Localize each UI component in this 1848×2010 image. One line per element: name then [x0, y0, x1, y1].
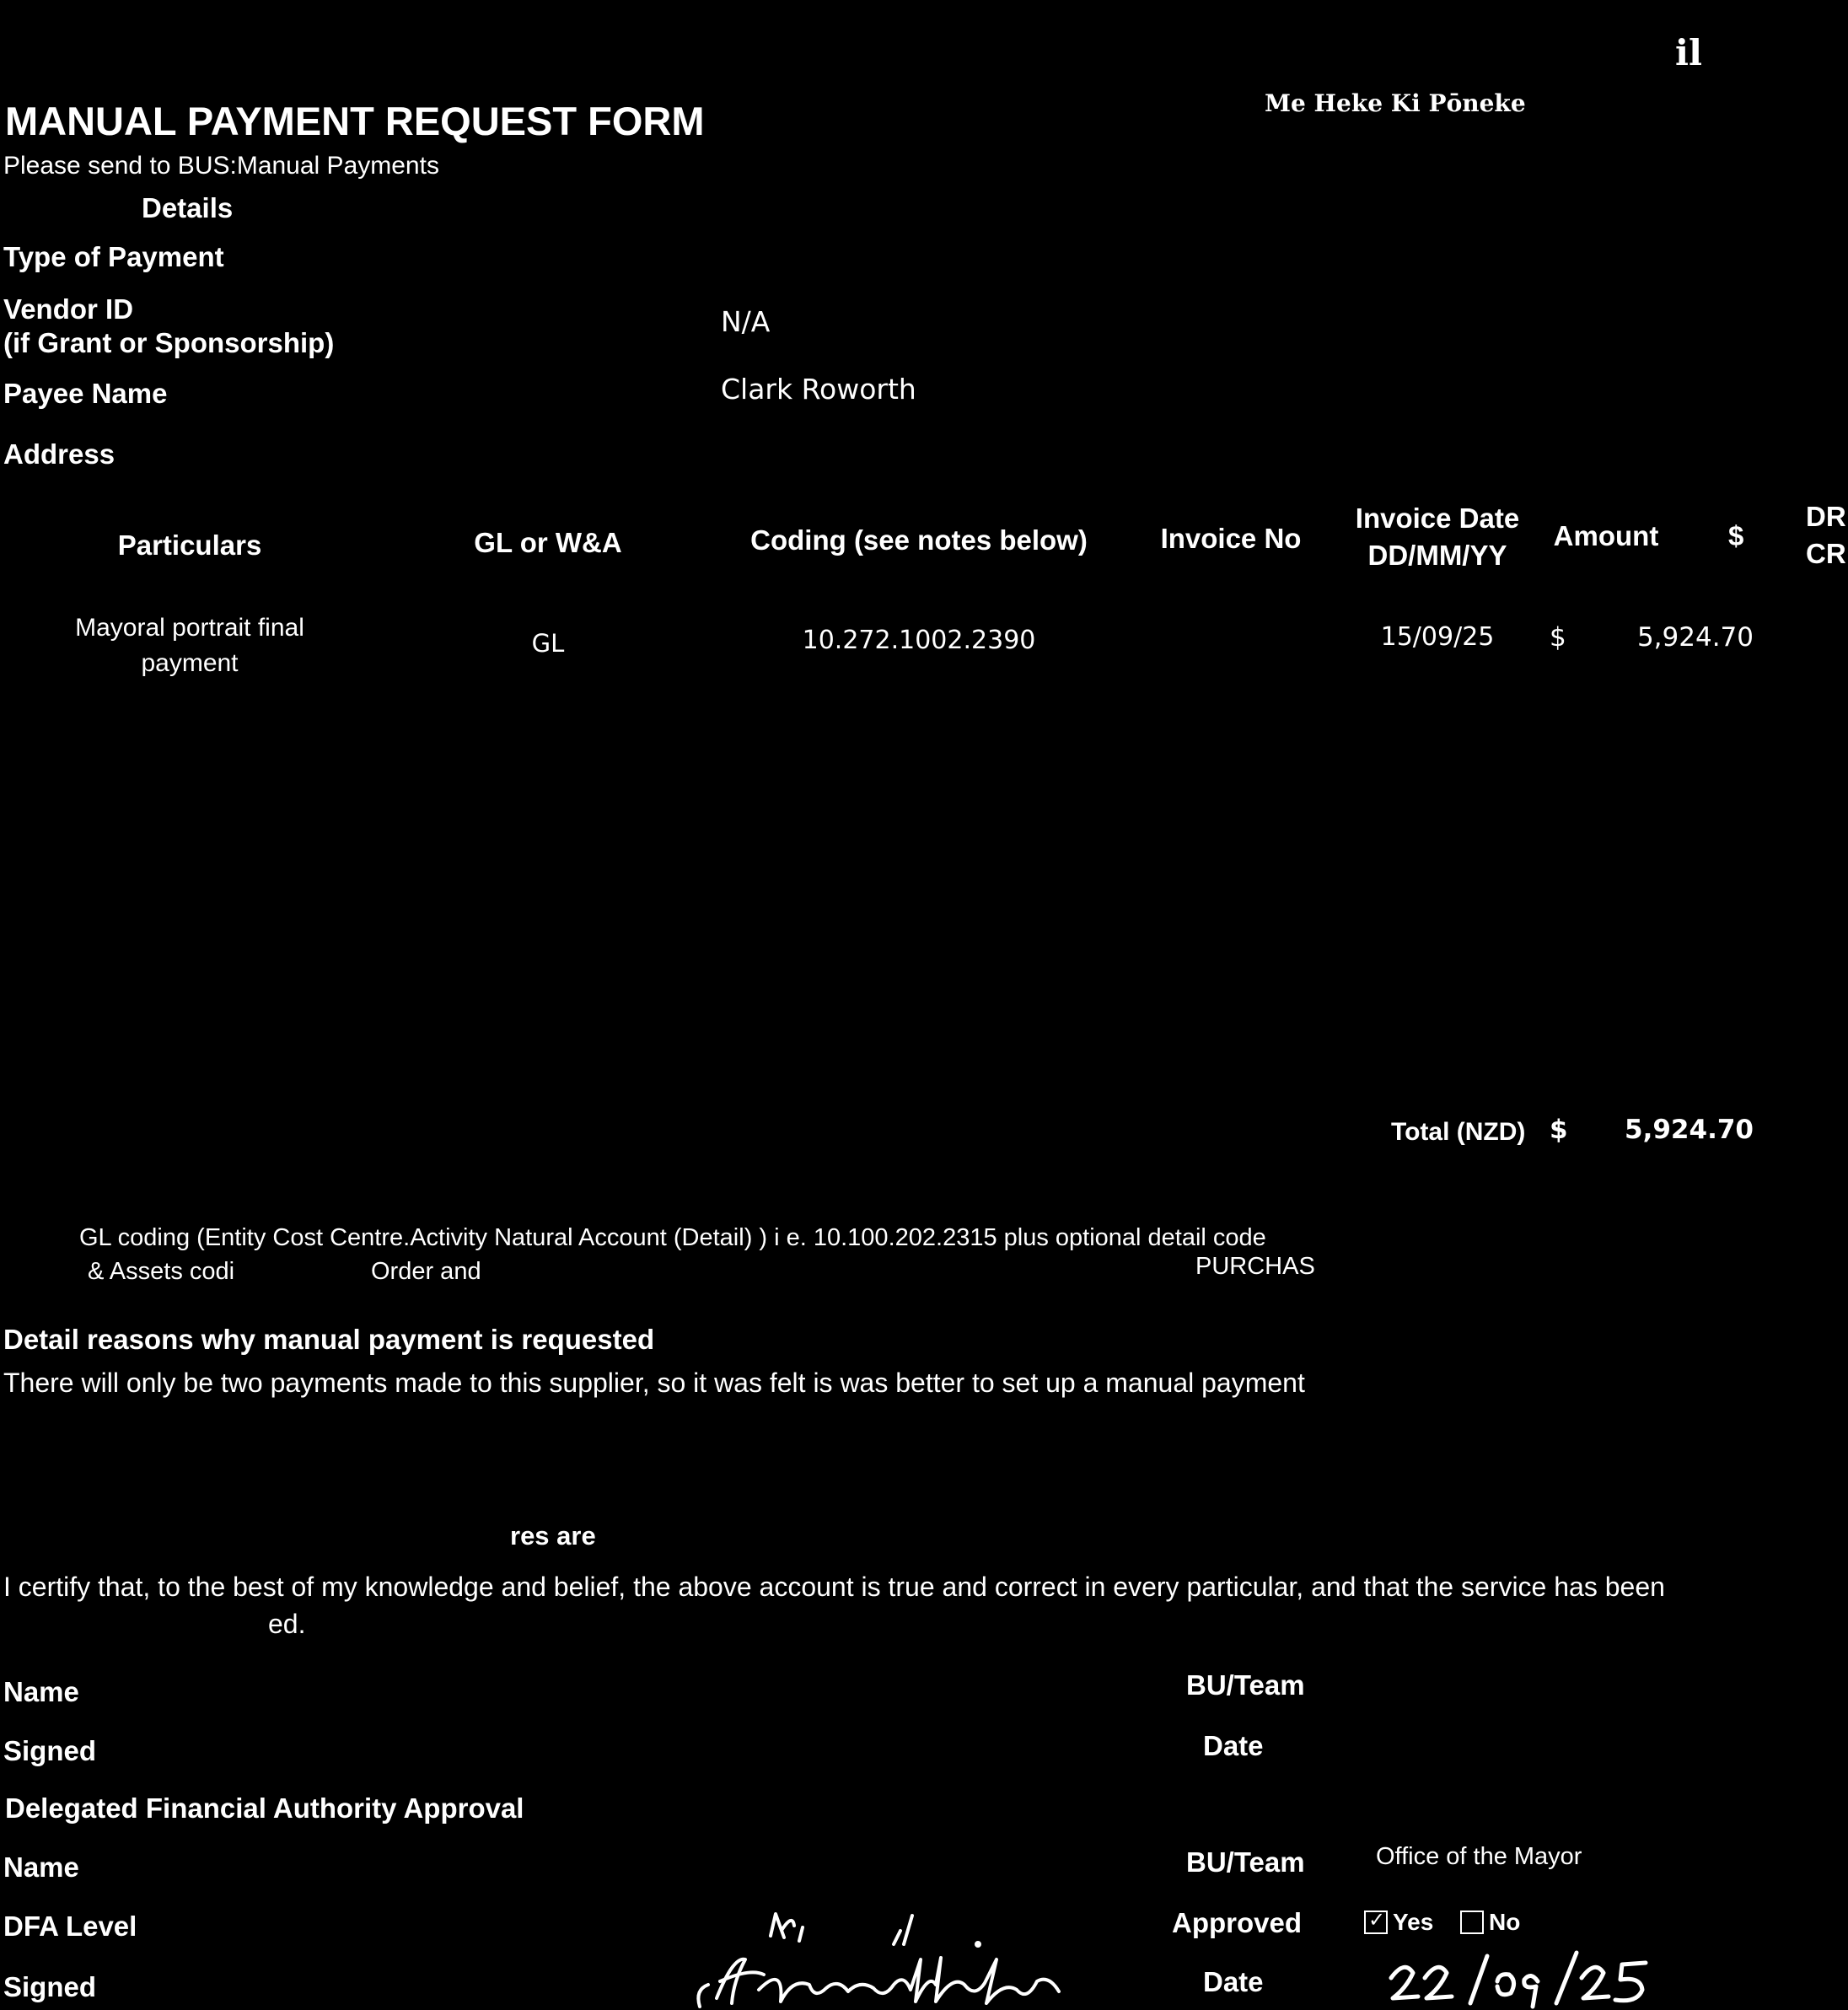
certification-text-cont: ed. — [268, 1609, 306, 1639]
total-value: 5,924.70 — [1625, 1115, 1754, 1145]
row-gl: GL — [531, 629, 565, 658]
vendor-id-sublabel: (if Grant or Sponsorship) — [3, 327, 335, 358]
col-currency: $ — [1728, 520, 1744, 551]
requester-bu-label: BU/Team — [1186, 1669, 1305, 1701]
col-invoice-date: Invoice Date — [1355, 502, 1520, 534]
coding-note-line1: GL coding (Entity Cost Centre.Activity Natural Account (Detail) ) i e. 10.100.202.2315 plus optional detail code — [79, 1224, 1266, 1251]
dfa-name-label: Name — [3, 1851, 79, 1883]
dfa-level-label: DFA Level — [3, 1911, 137, 1942]
row-coding: 10.272.1002.2390 — [802, 626, 1036, 655]
col-amount: Amount — [1553, 520, 1659, 551]
col-gl-or-wa: GL or W&A — [474, 527, 622, 558]
no-checkbox[interactable] — [1460, 1911, 1484, 1934]
coding-note-line2c: PURCHAS — [1195, 1253, 1315, 1280]
dfa-signed-label: Signed — [3, 1971, 97, 2002]
total-currency: $ — [1550, 1115, 1568, 1145]
yes-checkbox[interactable] — [1364, 1911, 1388, 1934]
col-invoice-date-format: DD/MM/YY — [1367, 540, 1507, 571]
vendor-id-label: Vendor ID — [3, 293, 134, 325]
approved-no-option[interactable] — [1460, 1909, 1520, 1936]
handwritten-date — [1388, 1944, 1651, 2010]
col-coding: Coding (see notes below) — [750, 524, 1088, 556]
row-currency: $ — [1550, 622, 1566, 653]
reasons-text: There will only be two payments made to this supplier, so it was felt is was better to set up a manual payment — [3, 1368, 1305, 1398]
row-invoice-date: 15/09/25 — [1380, 622, 1495, 652]
payee-name-value: Clark Roworth — [721, 373, 916, 406]
section-details-heading: Details — [142, 192, 234, 223]
row-amount: 5,924.70 — [1636, 622, 1754, 653]
dfa-heading: Delegated Financial Authority Approval — [5, 1792, 524, 1824]
page-title: MANUAL PAYMENT REQUEST FORM — [5, 99, 705, 143]
type-of-payment-label: Type of Payment — [3, 241, 224, 272]
certification-fragment: res are — [510, 1521, 596, 1550]
total-label: Total (NZD) — [1391, 1118, 1526, 1146]
requester-signed-label: Signed — [3, 1735, 97, 1766]
col-particulars: Particulars — [117, 529, 262, 561]
reasons-label: Detail reasons why manual payment is requested — [3, 1324, 655, 1355]
corner-mark: il — [1675, 32, 1702, 73]
dfa-date-label: Date — [1203, 1966, 1264, 1997]
requester-date-label: Date — [1203, 1730, 1264, 1761]
no-label: No — [1489, 1909, 1521, 1935]
payee-name-label: Payee Name — [3, 378, 168, 409]
coding-note-line2a: & Assets codi — [88, 1258, 235, 1285]
col-cr: CR — [1806, 538, 1846, 569]
approved-yes-option[interactable] — [1364, 1909, 1433, 1936]
org-tagline: Me Heke Ki Pōneke — [1265, 89, 1526, 117]
col-invoice-no: Invoice No — [1160, 523, 1302, 554]
handwritten-signature — [683, 1897, 1104, 2010]
yes-label: Yes — [1393, 1909, 1434, 1935]
page-subtitle: Please send to BUS:Manual Payments — [3, 152, 439, 180]
dfa-bu-value: Office of the Mayor — [1376, 1843, 1582, 1870]
dfa-bu-label: BU/Team — [1186, 1846, 1305, 1878]
row-particulars: Mayoral portrait final — [75, 614, 304, 642]
coding-note-line2b: Order and — [371, 1258, 481, 1285]
address-label: Address — [3, 438, 116, 470]
vendor-id-value: N/A — [721, 305, 771, 338]
col-dr: DR — [1806, 501, 1846, 532]
certification-text: I certify that, to the best of my knowledge and belief, the above account is true and correct in every particular, and that the service has been — [3, 1572, 1665, 1602]
row-particulars-cont: payment — [141, 649, 239, 677]
requester-name-label: Name — [3, 1676, 79, 1707]
dfa-approved-label: Approved — [1172, 1907, 1303, 1938]
